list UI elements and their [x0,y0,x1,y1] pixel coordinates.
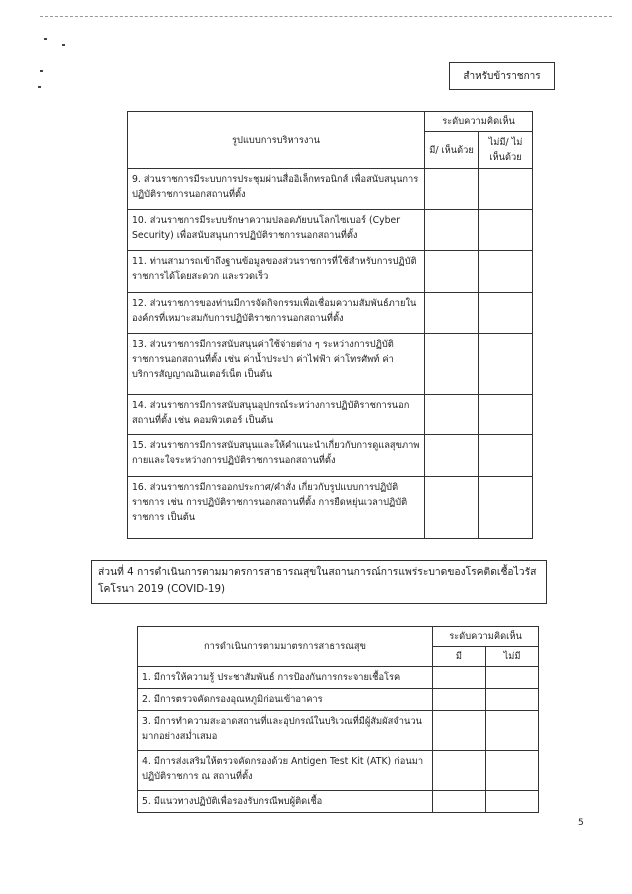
table-row: 11. ท่านสามารถเข้าถึงฐานข้อมูลของส่วนราชการที่ใช้สำหรับการปฏิบัติราชการได้โดยสะดวก และรวดเร็ว [128,251,425,293]
yes-cell[interactable] [433,711,486,751]
column-header-opinion: ระดับความคิดเห็น [433,627,539,647]
disagree-cell[interactable] [479,293,533,334]
disagree-cell[interactable] [479,251,533,293]
table-row: 4. มีการส่งเสริมให้ตรวจคัดกรองด้วย Antigen Test Kit (ATK) ก่อนมาปฏิบัติราชการ ณ สถานที่ตั้ง [138,751,433,791]
table-row: 3. มีการทำความสะอาดสถานที่และอุปกรณ์ในบริเวณที่มีผู้สัมผัสจำนวนมากอย่างสม่ำเสมอ [138,711,433,751]
disagree-cell[interactable] [479,334,533,395]
agree-cell[interactable] [425,169,479,210]
no-cell[interactable] [486,711,539,751]
scan-speck [38,86,41,88]
public-health-table [137,626,539,813]
disagree-cell[interactable] [479,395,533,435]
disagree-cell[interactable] [479,169,533,210]
no-cell[interactable] [486,751,539,791]
no-cell[interactable] [486,791,539,813]
no-cell[interactable] [486,689,539,711]
table-row: 16. ส่วนราชการมีการออกประกาศ/คำสั่ง เกี่ยวกับรูปแบบการปฏิบัติราชการ เช่น การปฏิบัติราชการนอกสถานที่ตั้ง การยืดหยุ่นเวลาปฏิบัติราชการ เป็นต้น [128,477,425,539]
table-row: 10. ส่วนราชการมีระบบรักษาความปลอดภัยบนโลกไซเบอร์ (Cyber Security) เพื่อสนับสนุนการปฏิบัติราชการนอกสถานที่ตั้ง [128,210,425,251]
section-4-heading: ส่วนที่ 4 การดำเนินการตามมาตรการสาธารณสุขในสถานการณ์การแพร่ระบาดของโรคติดเชื้อไวรัสโคโรนา 2019 (COVID-19) [91,560,547,604]
scan-speck [40,70,43,72]
agree-cell[interactable] [425,251,479,293]
scan-speck [44,38,47,40]
agree-cell[interactable] [425,477,479,539]
yes-cell[interactable] [433,667,486,689]
disagree-cell[interactable] [479,210,533,251]
column-header-measures: การดำเนินการตามมาตรการสาธารณสุข [138,627,433,667]
disagree-cell[interactable] [479,477,533,539]
yes-cell[interactable] [433,791,486,813]
table-row: 5. มีแนวทางปฏิบัติเพื่อรองรับกรณีพบผู้ติดเชื้อ [138,791,433,813]
table-row: 14. ส่วนราชการมีการสนับสนุนอุปกรณ์ระหว่างการปฏิบัติราชการนอกสถานที่ตั้ง เช่น คอมพิวเตอร์ เป็นต้น [128,395,425,435]
scan-speck [62,44,65,46]
column-header-opinion: ระดับความคิดเห็น [425,112,533,132]
yes-cell[interactable] [433,689,486,711]
table-row: 1. มีการให้ความรู้ ประชาสัมพันธ์ การป้องกันการกระจายเชื้อโรค [138,667,433,689]
no-cell[interactable] [486,667,539,689]
table-row: 12. ส่วนราชการของท่านมีการจัดกิจกรรมเพื่อเชื่อมความสัมพันธ์ภายในองค์กรที่เหมาะสมกับการปฏิบัติราชการนอกสถานที่ตั้ง [128,293,425,334]
column-header-disagree: ไม่มี/ ไม่เห็นด้วย [479,132,533,169]
table-row: 15. ส่วนราชการมีการสนับสนุนและให้คำแนะนำเกี่ยวกับการดูแลสุขภาพกายและใจระหว่างการปฏิบัติราชการนอกสถานที่ตั้ง [128,435,425,477]
disagree-cell[interactable] [479,435,533,477]
top-dashed-line [40,16,612,17]
agree-cell[interactable] [425,210,479,251]
management-table [127,111,533,539]
agree-cell[interactable] [425,435,479,477]
table-row: 9. ส่วนราชการมีระบบการประชุมผ่านสื่ออิเล็กทรอนิกส์ เพื่อสนับสนุนการปฏิบัติราชการนอกสถานที่ตั้ง [128,169,425,210]
column-header-agree: มี/ เห็นด้วย [425,132,479,169]
table-row: 2. มีการตรวจคัดกรองอุณหภูมิก่อนเข้าอาคาร [138,689,433,711]
column-header-main: รูปแบบการบริหารงาน [128,112,425,169]
respondent-badge: สำหรับข้าราชการ [449,62,555,90]
page-number: 5 [578,818,584,828]
column-header-yes: มี [433,647,486,667]
agree-cell[interactable] [425,334,479,395]
column-header-no: ไม่มี [486,647,539,667]
agree-cell[interactable] [425,395,479,435]
yes-cell[interactable] [433,751,486,791]
table-row: 13. ส่วนราชการมีการสนับสนุนค่าใช้จ่ายต่าง ๆ ระหว่างการปฏิบัติราชการนอกสถานที่ตั้ง เช่น ค่าน้ำประปา ค่าไฟฟ้า ค่าโทรศัพท์ ค่าบริการสัญญาณอินเตอร์เน็ต เป็นต้น [128,334,425,395]
agree-cell[interactable] [425,293,479,334]
